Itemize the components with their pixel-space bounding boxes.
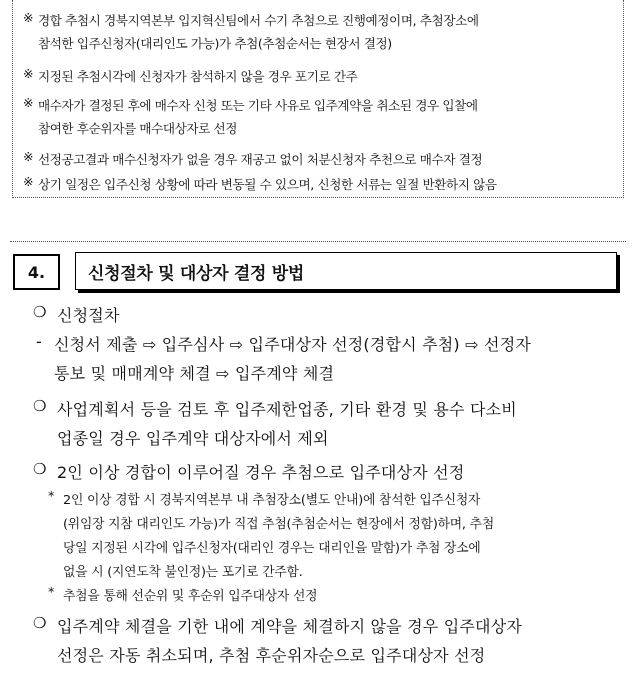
star-bullet: * — [48, 489, 55, 504]
lottery-note-line: 없을 시 (지연도착 불인정)는 포기로 간주함. — [63, 565, 303, 580]
notice-text: 상기 일정은 입주신청 상황에 따라 변동될 수 있으며, 신청한 서류는 일절 반환하지 않음 — [38, 177, 497, 192]
notice-item-schedule — [23, 174, 617, 192]
notice-box — [12, 0, 624, 198]
notice-item-lottery — [23, 10, 617, 50]
cancel-text-cont: 선정은 자동 취소되며, 추첨 후순위자순으로 입주대상자 선정 — [57, 646, 486, 665]
circle-bullet: ❍ — [33, 397, 47, 415]
circle-bullet: ❍ — [33, 614, 47, 632]
procedure-heading: 신청절차 — [57, 306, 120, 325]
reference-mark: ※ — [23, 149, 34, 164]
reference-mark: ※ — [23, 10, 34, 25]
reference-mark: ※ — [23, 174, 34, 189]
notice-text: 선정공고결과 매수신청자가 없을 경우 재공고 없이 처분신청자 추천으로 매수자 결정 — [38, 152, 483, 167]
lottery-note-line: (위임장 지참 대리인도 가능)가 직접 추첨(추첨순서는 현장에서 정함)하며, 추첨 — [63, 517, 494, 532]
notice-text: 지정된 추첨시각에 신청자가 참석하지 않을 경우 포기로 간주 — [38, 69, 358, 84]
notice-item-cancellation — [23, 95, 617, 135]
notice-text: 매수자가 결정된 후에 매수자 신청 또는 기타 사유로 입주계약을 취소된 경우 입찰에 — [38, 98, 478, 113]
lottery-note-2: 추첨을 통해 선순위 및 후순위 입주대상자 선정 — [63, 589, 318, 604]
notice-text: 참석한 입주신청자(대리인도 가능)가 추첨(추첨순서는 현장서 결정) — [38, 36, 392, 50]
procedure-steps: 신청서 제출 ⇨ 입주심사 ⇨ 입주대상자 선정(경합시 추첨) ⇨ 선정자 — [54, 335, 532, 354]
exclusion-text-cont: 업종일 경우 입주계약 대상자에서 제외 — [57, 429, 329, 448]
exclusion-text: 사업계획서 등을 검토 후 입주제한업종, 기타 환경 및 용수 다소비 — [57, 400, 517, 419]
circle-bullet: ❍ — [33, 303, 47, 321]
lottery-heading: 2인 이상 경합이 이루어질 경우 추첨으로 입주대상자 선정 — [57, 463, 465, 482]
notice-item-no-applicant — [23, 149, 617, 167]
dash-bullet: - — [36, 332, 42, 351]
section-number: 4. — [13, 254, 60, 290]
reference-mark: ※ — [23, 66, 34, 81]
cancel-text: 입주계약 체결을 기한 내에 계약을 체결하지 않을 경우 입주대상자 — [57, 617, 522, 636]
procedure-steps-cont: 통보 및 매매계약 체결 ⇨ 입주계약 체결 — [54, 364, 335, 383]
notice-text: 경합 추첨시 경북지역본부 입지혁신팀에서 수기 추첨으로 진행예정이며, 추첨장소에 — [38, 13, 479, 28]
circle-bullet: ❍ — [33, 460, 47, 478]
notice-item-absence — [23, 66, 617, 84]
reference-mark: ※ — [23, 95, 34, 110]
lottery-note-line: 2인 이상 경합 시 경북지역본부 내 추첨장소(별도 안내)에 참석한 입주신청자 — [63, 493, 481, 508]
notice-text: 참여한 후순위자를 매수대상자로 선정 — [38, 121, 238, 135]
lottery-note-line: 당일 지정된 시각에 입주신청자(대리인 경우는 대리인을 말함)가 추첨 장소에 — [63, 541, 481, 556]
section-divider — [10, 241, 626, 242]
star-bullet: * — [48, 585, 55, 600]
section-title: 신청절차 및 대상자 결정 방법 — [75, 252, 617, 290]
